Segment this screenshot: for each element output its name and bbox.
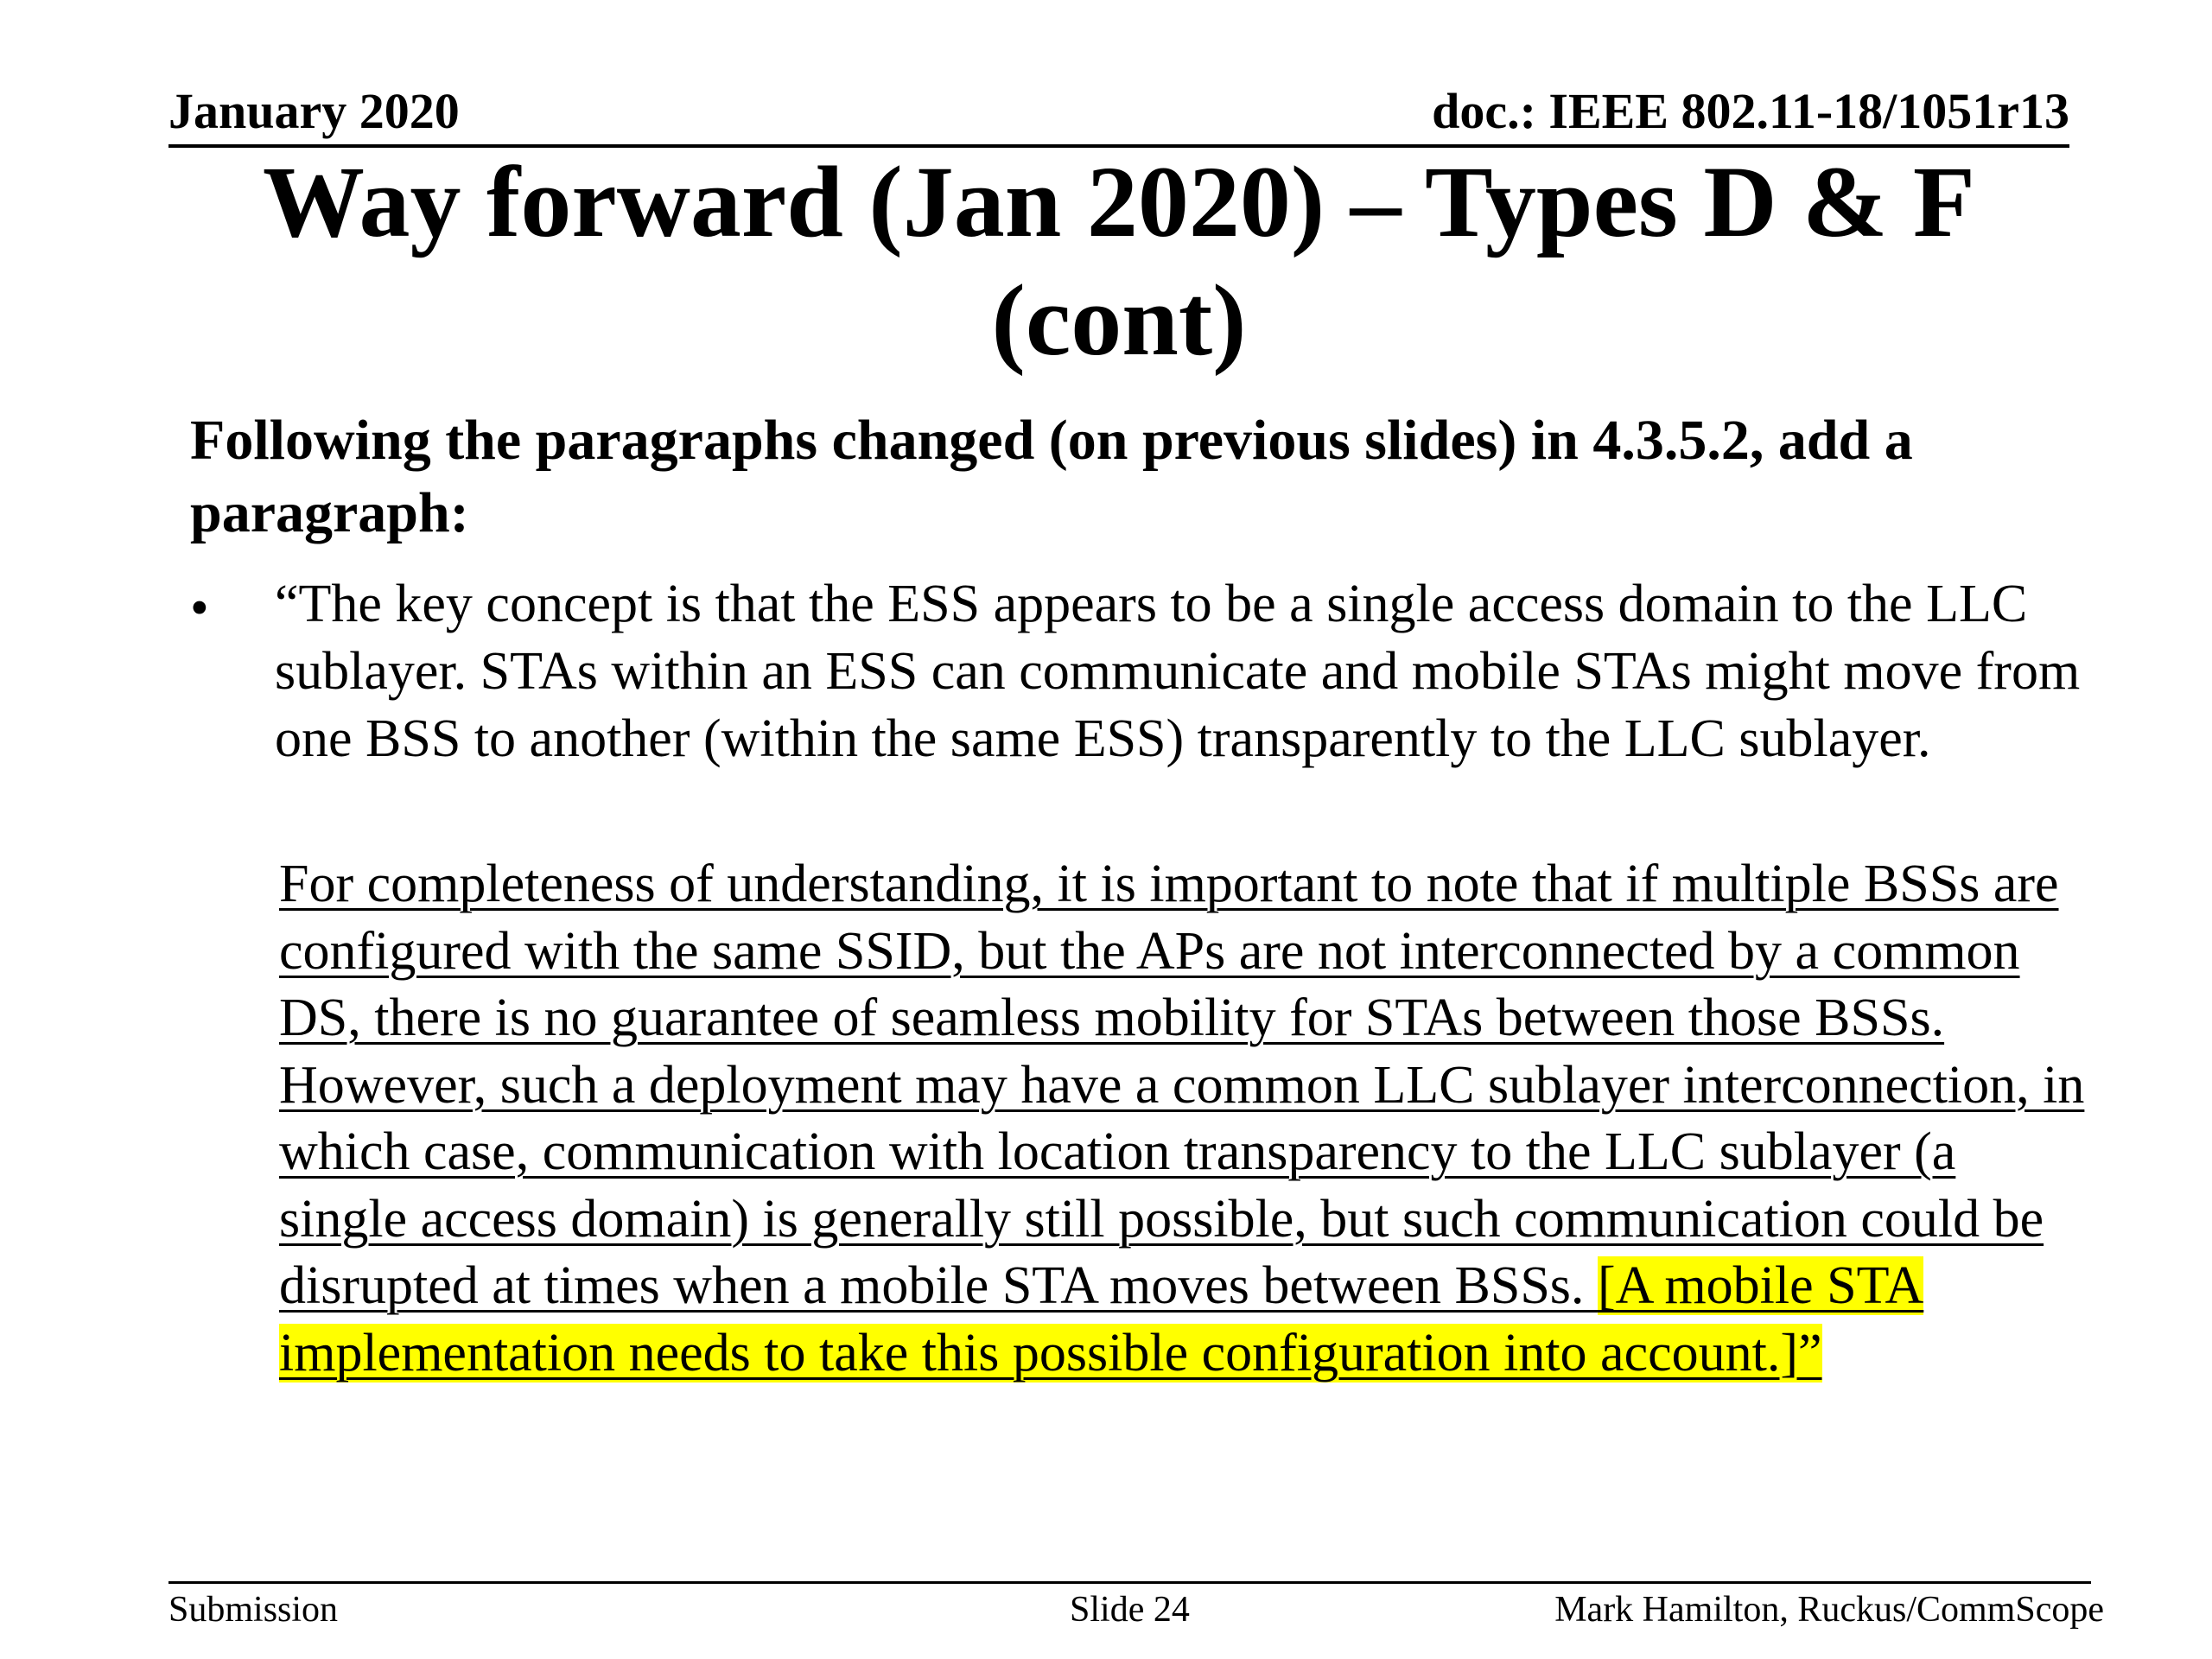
footer-slide-number: Slide 24	[1070, 1590, 1190, 1630]
bullet-text: “The key concept is that the ESS appears to be a single access domain to the LLC sublayer. STAs within an ESS can communicate and mobile STAs might move from one BSS to another (within the same ESS) transparently to the LLC sublayer.	[275, 575, 2081, 768]
inserted-paragraph	[279, 851, 2094, 1387]
highlighted-text: [A mobile STA implementation needs to take this possible configuration into account.]”	[279, 1256, 1924, 1382]
intro-text: Following the paragraphs changed (on previous slides) in 4.3.5.2, add a paragraph:	[190, 409, 1913, 544]
footer-author: Mark Hamilton, Ruckus/CommScope	[1554, 1590, 2104, 1630]
header-doc-id: doc.: IEEE 802.11-18/1051r13	[1432, 83, 2069, 139]
header-date: January 2020	[168, 83, 460, 139]
footer-submission: Submission	[168, 1590, 339, 1630]
inserted-paragraph-text: For completeness of understanding, it is important to note that if multiple BSSs are configured with the same SSID, but the APs are not interconnected by a common DS, there is no guarantee of seamless mobility for STAs between those BSSs. However, such a deployment may have a common LLC sublayer interconnection, in which case, communication with location transparency to the LLC sublayer (a single access domain) is generally still possible, but such communication could be disrupted at times when a mobile STA moves between BSSs.	[279, 855, 2085, 1315]
slide-title: Way forward (Jan 2020) – Types D & F (cont)	[263, 145, 1975, 377]
footer-divider	[168, 1581, 2091, 1584]
bullet-marker: •	[190, 579, 209, 638]
